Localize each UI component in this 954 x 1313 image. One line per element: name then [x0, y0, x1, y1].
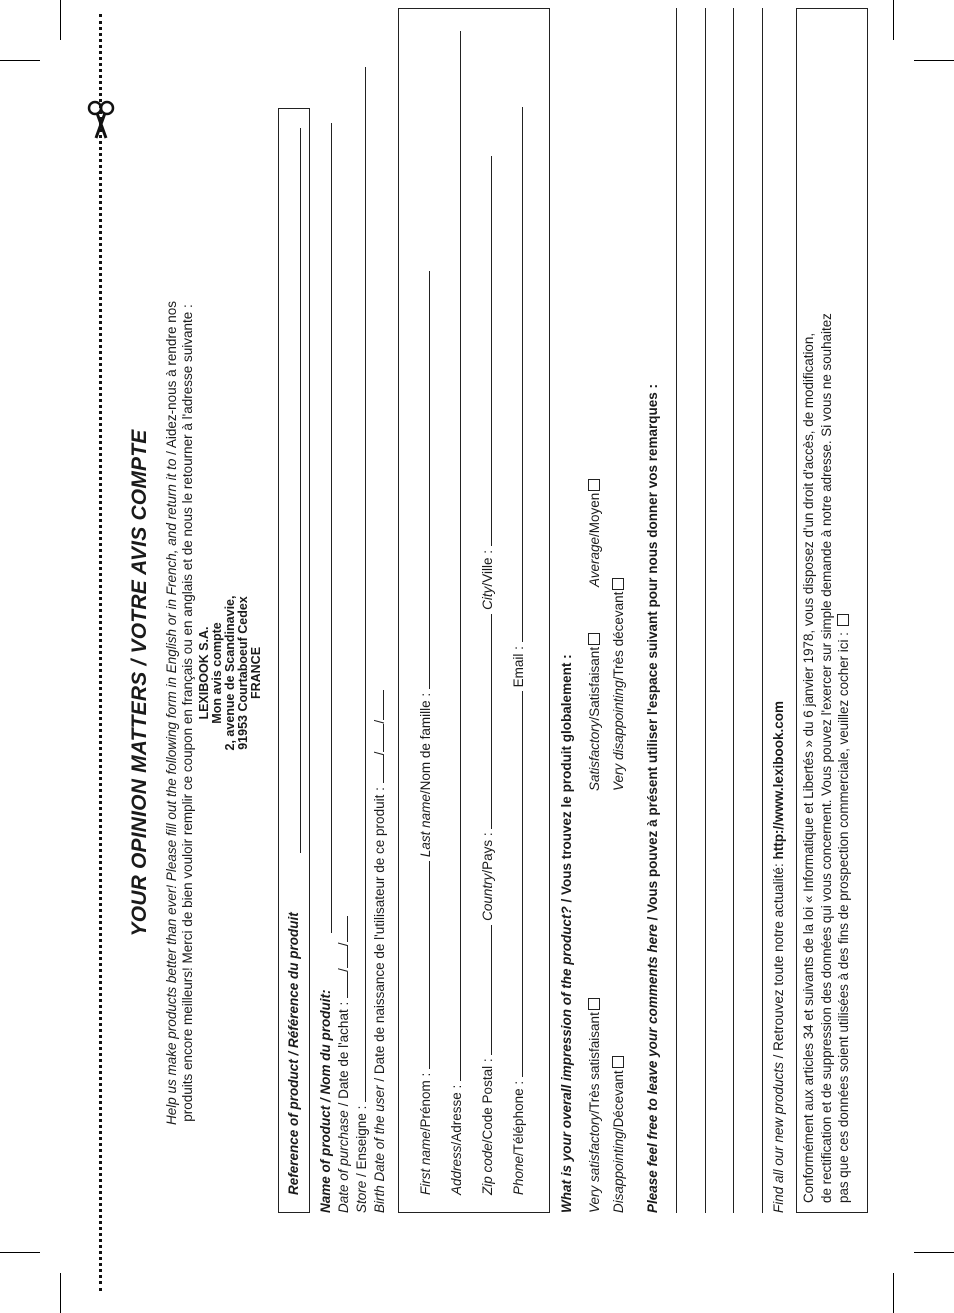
- city-field[interactable]: [491, 156, 492, 546]
- store-row: Store / Enseigne :: [354, 67, 369, 1213]
- checkbox-very-disappointing[interactable]: [612, 578, 624, 590]
- birth-year-field[interactable]: [383, 690, 384, 720]
- phone-field[interactable]: [522, 691, 523, 1077]
- comment-line[interactable]: [676, 8, 677, 1213]
- option-satisfactory[interactable]: Satisfactory/Satisfaisant: [587, 633, 602, 791]
- product-name-field[interactable]: [331, 123, 332, 933]
- birth-date-row: Birth Date of the user / Date de naissance de l'utilisateur de ce produit : //: [372, 690, 387, 1213]
- purchase-date-row: Date of purchase / Date de l'achat : //: [336, 917, 351, 1214]
- address-field[interactable]: [460, 31, 461, 1081]
- comment-line[interactable]: [705, 8, 706, 1213]
- checkbox-very-satisfactory[interactable]: [588, 998, 600, 1010]
- last-name-field[interactable]: [429, 271, 430, 689]
- first-name-field[interactable]: [429, 861, 430, 1069]
- comments-label: Please feel free to leave your comments here / Vous pouvez à présent utiliser l'espace suivant pour nous donner vos remarques :: [645, 384, 660, 1213]
- option-disappointing[interactable]: Disappointing/Décevant: [611, 1056, 626, 1213]
- legal-text: Conformément aux articles 34 et suivants de la loi « Informatique et Libertés » du 6 janvier 1978, vous disposez d'un droit d'accès, de modification, de rectification et de suppression des données qui vous concernent. Vous pouvez l'exercer sur simple demande à notre adresse. Si vous ne souhaitez pas que ces données soient utilisées à des fins de prospection commerciale, veuillez cocher ici :: [801, 313, 851, 1203]
- comment-line[interactable]: [762, 8, 763, 1213]
- mailing-address: LEXIBOOK S.A. Mon avis compte 2, avenue de Scandinavie, 91953 Courtaboeuf Cedex FRANCE: [197, 595, 263, 751]
- phone-email-row: Phone/Téléphone : Email :: [511, 107, 526, 1195]
- zip-country-city-row: Zip code/Code Postal : Country/Pays : City/Ville :: [480, 156, 495, 1195]
- opt-out-checkbox[interactable]: [837, 614, 849, 626]
- intro-text: Help us make products better than ever! Please fill out the following form in English or in French, and return it to / Aidez-nous à rendre nos produits encore meilleurs! Merci de bien vouloir remplir ce coupon en français ou en anglais et de nous le retourner à l'adresse suivante :: [164, 301, 195, 1125]
- purchase-month-field[interactable]: [347, 946, 348, 968]
- store-field[interactable]: [365, 67, 366, 1102]
- reference-label: Reference of product / Référence du produit: [286, 912, 301, 1195]
- address-row: Address/Adresse :: [449, 31, 464, 1195]
- purchase-year-field[interactable]: [347, 917, 348, 943]
- product-name-label: Name of product / Nom du produit:: [318, 989, 333, 1213]
- checkbox-average[interactable]: [588, 479, 600, 491]
- zip-code-field[interactable]: [491, 925, 492, 1055]
- purchase-day-field[interactable]: [347, 972, 348, 998]
- website-link[interactable]: http://www.lexibook.com: [771, 701, 786, 860]
- first-name-row: First name/Prénom : Last name/Nom de famille :: [418, 271, 433, 1195]
- website-row: Find all our new products / Retrouvez toute notre actualité: http://www.lexibook.com: [771, 701, 786, 1213]
- email-field[interactable]: [522, 107, 523, 642]
- intro-french-2: produits encore meilleurs! Merci de bien vouloir remplir ce coupon en français ou en anglais et de nous le retourner à l'adresse suivante :: [180, 304, 195, 1122]
- option-average[interactable]: Average/Moyen: [587, 479, 602, 587]
- intro-french-1: Aidez-nous à rendre nos: [164, 301, 179, 449]
- checkbox-disappointing[interactable]: [612, 1056, 624, 1068]
- option-very-satisfactory[interactable]: Very satisfactory/Très satisfaisant: [587, 998, 602, 1213]
- comment-line[interactable]: [733, 8, 734, 1213]
- form-title: YOUR OPINION MATTERS / VOTRE AVIS COMPTE: [128, 429, 151, 937]
- option-very-disappointing[interactable]: Very disappointing/Très décevant: [611, 578, 626, 791]
- checkbox-satisfactory[interactable]: [588, 633, 600, 645]
- reference-field[interactable]: [300, 128, 301, 853]
- birth-day-field[interactable]: [383, 755, 384, 783]
- birth-month-field[interactable]: [383, 724, 384, 752]
- country-field[interactable]: [491, 614, 492, 829]
- intro-english: Help us make products better than ever! Please fill out the following form in English or in French, and return it to: [164, 458, 179, 1125]
- impression-question: What is your overall impression of the product? / Vous trouvez le produit globalement :: [559, 654, 574, 1213]
